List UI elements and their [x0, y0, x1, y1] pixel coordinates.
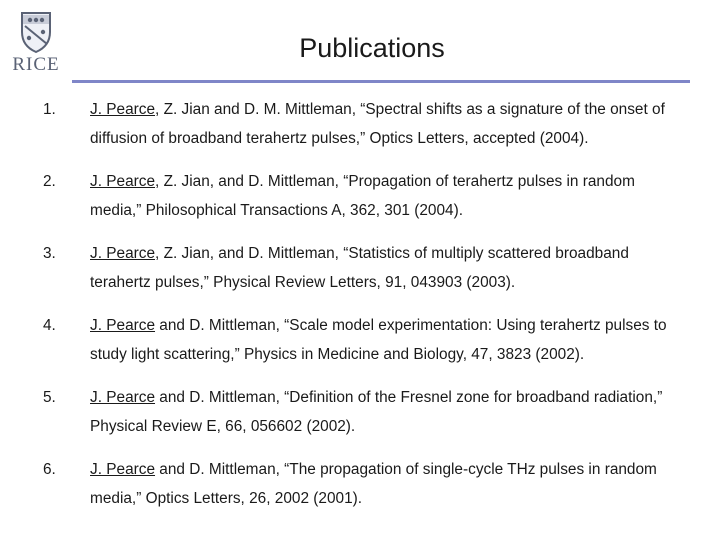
publication-list — [0, 95, 720, 527]
publication-citation — [90, 239, 690, 297]
citation-text: , Z. Jian and D. M. Mittleman, “Spectral shifts as a signature of the onset of diffusion of broadband terahertz pulses,” Optics Letters, accepted (2004). — [90, 101, 665, 147]
citation-text: , Z. Jian, and D. Mittleman, “Propagation of terahertz pulses in random media,” Philosophical Transactions A, 362, 301 (2004). — [90, 173, 635, 219]
author-name: J. Pearce — [90, 101, 156, 118]
publication-item — [0, 95, 720, 153]
publication-citation — [90, 311, 690, 369]
publication-citation — [90, 455, 690, 513]
author-name: J. Pearce — [90, 389, 156, 406]
citation-text: , Z. Jian, and D. Mittleman, “Statistics of multiply scattered broadband terahertz pulses,” Physical Review Letters, 91, 043903 (2003). — [90, 245, 629, 291]
citation-text: and D. Mittleman, “Scale model experimentation: Using terahertz pulses to study light scattering,” Physics in Medicine and Biology, 47, 3823 (2002). — [90, 317, 667, 363]
publication-citation — [90, 167, 690, 225]
publication-item — [0, 311, 720, 369]
author-name: J. Pearce — [90, 173, 156, 190]
publication-item — [0, 455, 720, 513]
publication-citation — [90, 95, 690, 153]
author-name: J. Pearce — [90, 245, 156, 262]
publication-number: 1. — [43, 101, 56, 118]
title-divider — [72, 80, 690, 83]
publication-citation — [90, 383, 690, 441]
publication-item — [0, 167, 720, 225]
citation-text: and D. Mittleman, “Definition of the Fresnel zone for broadband radiation,” Physical Review E, 66, 056602 (2002). — [90, 389, 663, 435]
publication-number: 6. — [43, 461, 56, 478]
author-name: J. Pearce — [90, 317, 156, 334]
logo-text: RICE — [12, 54, 60, 75]
publication-number: 3. — [43, 245, 56, 262]
publication-item — [0, 239, 720, 297]
publication-number: 5. — [43, 389, 56, 406]
author-name: J. Pearce — [90, 461, 156, 478]
publication-number: 4. — [43, 317, 56, 334]
citation-text: and D. Mittleman, “The propagation of single-cycle THz pulses in random media,” Optics Letters, 26, 2002 (2001). — [90, 461, 657, 507]
page-title: Publications — [299, 33, 445, 63]
publication-item — [0, 383, 720, 441]
publication-number: 2. — [43, 173, 56, 190]
